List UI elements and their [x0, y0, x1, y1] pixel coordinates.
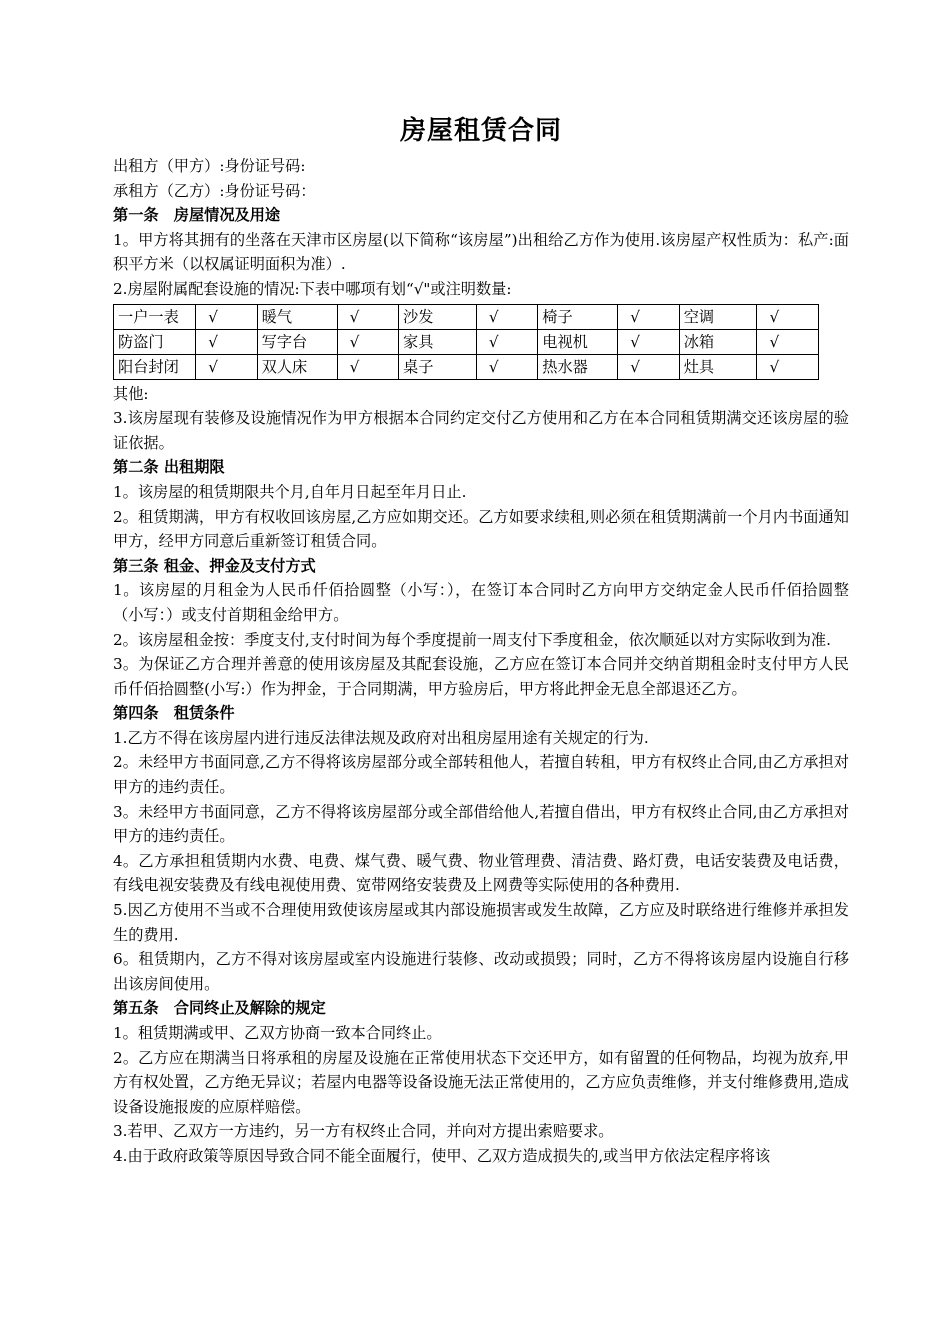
facility-name-cell: 椅子: [538, 304, 618, 329]
facility-check-cell: √: [337, 304, 398, 329]
article-3-heading: 第三条 租金、押金及支付方式: [113, 556, 316, 575]
facility-check-cell: √: [618, 354, 679, 379]
facility-name-cell: 防盗门: [114, 329, 196, 354]
facility-name-cell: 家具: [399, 329, 477, 354]
article-4-clause-6: 6。租赁期内，乙方不得对该房屋或室内设施进行装修、改动或损毁；同时，乙方不得将该房屋内设施自行移出该房间使用。: [113, 950, 849, 993]
facility-name-cell: 桌子: [399, 354, 477, 379]
facility-check-cell: √: [618, 304, 679, 329]
facilities-table: [113, 304, 819, 380]
article-3-clause-3: 3。为保证乙方合理并善意的使用该房屋及其配套设施，乙方应在签订本合同并交纳首期租金时支付甲方人民币仟佰拾圆整(小写:）作为押金，于合同期满，甲方验房后，甲方将此押金无息全部退还乙方。: [113, 655, 849, 698]
article-1-clause-2: 2.房屋附属配套设施的情况:下表中哪项有划“√"或注明数量:: [113, 279, 512, 298]
facility-check-cell: √: [337, 329, 398, 354]
article-4-clause-2: 2。未经甲方书面同意,乙方不得将该房屋部分或全部转租他人，若擅自转租，甲方有权终止合同,由乙方承担对甲方的违约责任。: [113, 753, 849, 797]
facility-name-cell: 电视机: [538, 329, 618, 354]
facility-name-cell: 冰箱: [679, 329, 757, 354]
article-2-clause-2: 2。租赁期满，甲方有权收回该房屋,乙方应如期交还。乙方如要求续租,则必须在租赁期满前一个月内书面通知甲方，经甲方同意后重新签订租赁合同。: [113, 507, 849, 551]
facility-name-cell: 空调: [679, 304, 757, 329]
article-4-clause-3: 3。未经甲方书面同意，乙方不得将该房屋部分或全部借给他人,若擅自借出，甲方有权终止合同,由乙方承担对甲方的违约责任。: [113, 802, 849, 846]
article-3-clause-2: 2。该房屋租金按：季度支付,支付时间为每个季度提前一周支付下季度租金，依次顺延以对方实际收到为准.: [113, 630, 831, 649]
article-4-heading: 第四条 租赁条件: [113, 704, 235, 723]
facility-name-cell: 一户一表: [114, 304, 196, 329]
contract-page: [113, 108, 849, 1169]
facilities-row: [114, 354, 819, 379]
article-5-clause-1: 1。租赁期满或甲、乙双方协商一致本合同终止。: [113, 1024, 442, 1042]
facility-name-cell: 热水器: [538, 354, 618, 379]
article-4-clause-1: 1.乙方不得在该房屋内进行违反法律法规及政府对出租房屋用途有关规定的行为.: [113, 728, 649, 747]
facility-check-cell: √: [757, 304, 819, 329]
facility-name-cell: 沙发: [399, 304, 477, 329]
article-1-clause-3: 3.该房屋现有装修及设施情况作为甲方根据本合同约定交付乙方使用和乙方在本合同租赁期满交还该房屋的验证依据。: [113, 409, 849, 452]
article-2-heading: 第二条 出租期限: [113, 458, 225, 477]
facility-check-cell: √: [757, 329, 819, 354]
facility-check-cell: √: [757, 354, 819, 379]
article-5-clause-2: 2。乙方应在期满当日将承租的房屋及设施在正常使用状态下交还甲方，如有留置的任何物品，均视为放弃,甲方有权处置，乙方绝无异议；若屋内电器等设备设施无法正常使用的，乙方应负责维修，并支付维修费用,造成设备设施报废的应原样赔偿。: [113, 1048, 849, 1116]
facility-check-cell: √: [337, 354, 398, 379]
other-facilities-line: 其他:: [113, 384, 149, 403]
document-title: 房屋租赁合同: [399, 116, 562, 146]
facility-name-cell: 暖气: [257, 304, 337, 329]
article-2-clause-1: 1。该房屋的租赁期限共个月,自年月日起至年月日止.: [113, 482, 467, 501]
facility-name-cell: 写字台: [257, 329, 337, 354]
article-1-heading: 第一条 房屋情况及用途: [113, 206, 281, 225]
article-1-clause-1: 1。甲方将其拥有的坐落在天津市区房屋(以下简称“该房屋”)出租给乙方作为使用.该房屋产权性质为：私产:面积平方米（以权属证明面积为准）.: [113, 230, 849, 274]
article-5-clause-4: 4.由于政府政策等原因导致合同不能全面履行，使甲、乙双方造成损失的,或当甲方依法定程序将该: [113, 1146, 771, 1165]
article-4-clause-5: 5.因乙方使用不当或不合理使用致使该房屋或其内部设施损害或发生故障，乙方应及时联络进行维修并承担发生的费用.: [113, 901, 849, 944]
facility-check-cell: √: [476, 329, 537, 354]
facility-check-cell: √: [196, 304, 257, 329]
facility-check-cell: √: [196, 354, 257, 379]
facility-name-cell: 灶具: [679, 354, 757, 379]
article-5-clause-3: 3.若甲、乙双方一方违约，另一方有权终止合同，并向对方提出索赔要求。: [113, 1122, 614, 1141]
facilities-row: [114, 329, 819, 354]
article-5-heading: 第五条 合同终止及解除的规定: [113, 999, 326, 1018]
lessee-line: 承租方（乙方）:身份证号码：: [113, 181, 316, 200]
article-4-clause-4: 4。乙方承担租赁期内水费、电费、煤气费、暖气费、物业管理费、清洁费、路灯费，电话安装费及电话费，有线电视安装费及有线电视使用费、宽带网络安装费及上网费等实际使用的各种费用.: [113, 851, 849, 895]
lessor-line: 出租方（甲方）:身份证号码:: [113, 157, 306, 175]
facility-name-cell: 双人床: [257, 354, 337, 379]
facilities-row: [114, 304, 819, 329]
article-3-clause-1: 1。该房屋的月租金为人民币仟佰拾圆整（小写：），在签订本合同时乙方向甲方交纳定金人民币仟佰拾圆整（小写：）或支付首期租金给甲方。: [113, 581, 849, 624]
facility-name-cell: 阳台封闭: [114, 354, 196, 379]
facility-check-cell: √: [196, 329, 257, 354]
facility-check-cell: √: [618, 329, 679, 354]
facility-check-cell: √: [476, 354, 537, 379]
facility-check-cell: √: [476, 304, 537, 329]
